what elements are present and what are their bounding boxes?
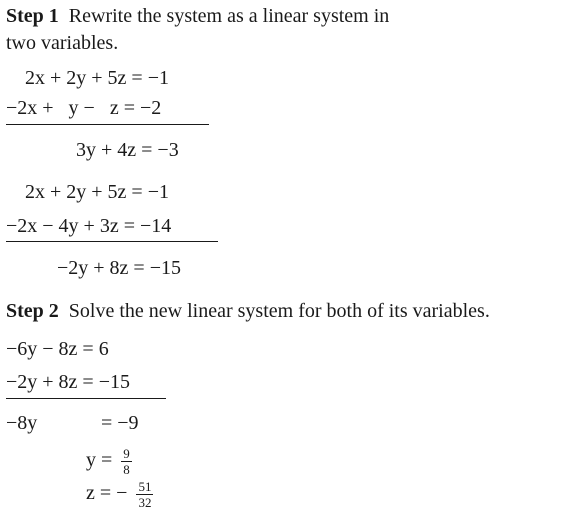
step1-label: Step 1: [6, 5, 59, 27]
step2-result-lhs: −8y: [6, 412, 38, 434]
step1-block2-sum-rule: [6, 241, 218, 242]
step1-block1-sum-rule: [6, 124, 209, 125]
step2-heading: [6, 299, 490, 323]
step1-heading: [6, 4, 389, 28]
step2-result-rhs: = −9: [101, 412, 139, 434]
step1-block2-equation2: −2x − 4y + 3z = −14: [6, 215, 172, 237]
step2-equation1: −6y − 8z = 6: [6, 338, 109, 360]
y-solution-lhs: y =: [86, 449, 113, 472]
step1-block1-result: 3y + 4z = −3: [76, 139, 179, 161]
step1-block2-result: −2y + 8z = −15: [57, 257, 181, 279]
step1-block2-equation1: 2x + 2y + 5z = −1: [25, 181, 169, 203]
step2-y-solution: [86, 447, 132, 476]
step1-block1-equation1: 2x + 2y + 5z = −1: [25, 67, 169, 89]
step2-sum-rule: [6, 398, 166, 399]
step1-instruction-line1: Rewrite the system as a linear system in: [68, 5, 390, 27]
z-solution-denominator: 32: [138, 495, 152, 510]
y-solution-fraction: [121, 447, 132, 476]
step2-equation2: −2y + 8z = −15: [6, 371, 130, 393]
step2-z-solution: [86, 480, 153, 509]
y-solution-numerator: 9: [123, 446, 130, 461]
z-solution-lhs: z = −: [86, 482, 128, 505]
z-solution-numerator: 51: [138, 479, 152, 494]
z-solution-fraction: [136, 480, 153, 509]
step2-instruction: Solve the new linear system for both of its variables.: [68, 300, 490, 322]
step2-label: Step 2: [6, 300, 59, 322]
step1-block1-equation2: −2x + y − z = −2: [6, 97, 162, 119]
step1-instruction-line2: two variables.: [6, 32, 119, 54]
y-solution-denominator: 8: [123, 462, 130, 477]
